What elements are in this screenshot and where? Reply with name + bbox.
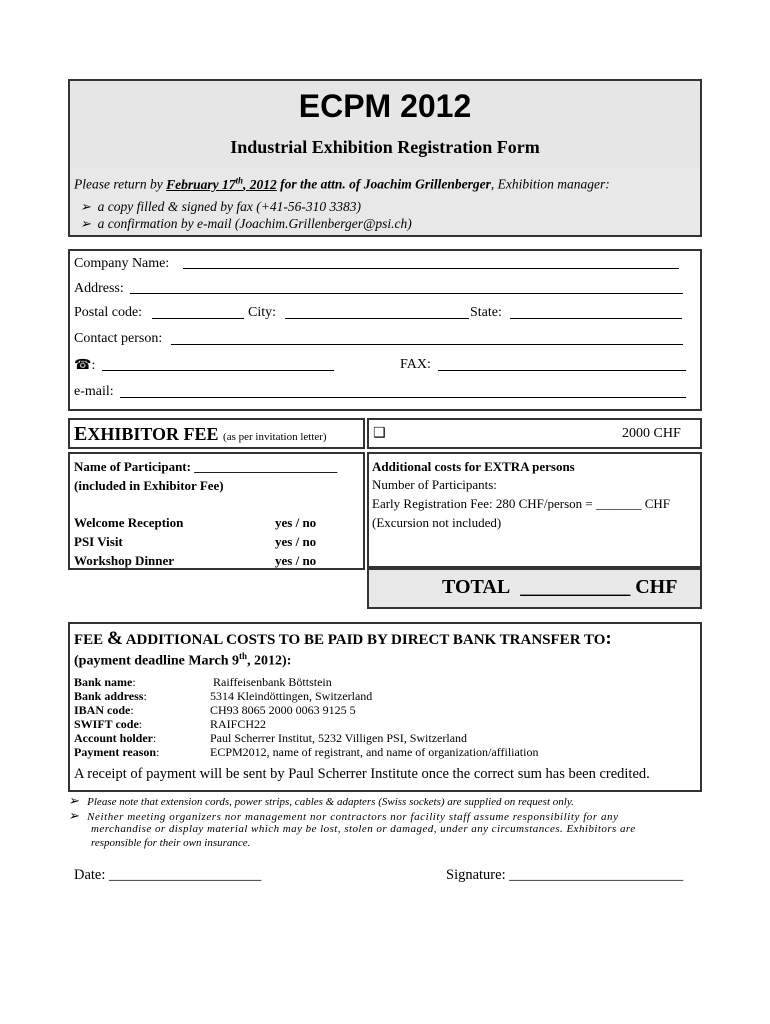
form-subtitle: Industrial Exhibition Registration Form — [230, 137, 540, 157]
address-field[interactable] — [130, 293, 683, 294]
note-insurance: responsible for their own insurance. — [91, 837, 251, 849]
payment-deadline — [74, 651, 291, 670]
return-attn: for the attn. of Joachim Grillenberger — [276, 176, 491, 192]
extra-persons-title: Additional costs for EXTRA persons — [372, 459, 575, 474]
deadline-a: (payment deadline March 9 — [74, 653, 240, 669]
arrow-bullet-icon: ➢ — [68, 793, 79, 808]
iban-value: CH93 8065 2000 0063 9125 5 — [210, 703, 356, 717]
bank-heading — [74, 628, 612, 650]
company-box — [68, 249, 702, 411]
bank-heading-amp: & — [106, 628, 123, 649]
company-name-row — [74, 256, 169, 272]
arrow-bullet-icon: ➢ — [80, 199, 91, 214]
bank-row-reason — [74, 745, 159, 760]
total-currency: CHF — [635, 576, 678, 598]
event-choice-psi-visit[interactable]: yes / no — [275, 534, 317, 549]
city-field[interactable] — [285, 318, 469, 319]
receipt-note: A receipt of payment will be sent by Paul Scherrer Institute once the correct sum has been credited. — [74, 766, 650, 782]
deadline-sup: th — [239, 651, 248, 661]
exhibitor-fee-title-rest: XHIBITOR FEE — [87, 424, 219, 444]
contact-person-field[interactable] — [171, 344, 683, 345]
bank-name-colon: : — [132, 675, 136, 689]
bank-address-label: Bank address — [74, 689, 144, 703]
phone-row — [74, 357, 95, 374]
bullet-fax-text: a copy filled & signed by fax (+41-56-310 3383) — [97, 199, 361, 214]
return-suffix: , Exhibition manager: — [490, 176, 610, 192]
total-row — [442, 576, 677, 599]
account-holder-value: Paul Scherrer Institut, 5232 Villigen PSI, Switzerland — [210, 731, 468, 745]
fax-field[interactable] — [438, 370, 686, 371]
account-holder-label: Account holder — [74, 731, 153, 745]
return-prefix: Please return by — [74, 176, 167, 192]
state-label: State: — [470, 305, 502, 320]
state-field[interactable] — [510, 318, 682, 319]
excursion-note: (Excursion not included) — [372, 515, 502, 530]
return-bullet-email — [80, 216, 412, 232]
bank-address-value: 5314 Kleindöttingen, Switzerland — [210, 689, 373, 703]
bank-name-value: Raiffeisenbank Böttstein — [213, 675, 332, 689]
swift-value: RAIFCH22 — [210, 717, 267, 731]
city-label: City: — [248, 305, 277, 320]
return-date-main: February 17 — [166, 176, 236, 192]
company-name-label: Company Name: — [74, 256, 170, 271]
postal-code-label: Postal code: — [74, 305, 143, 320]
phone-icon: ☎ — [74, 357, 92, 373]
arrow-bullet-icon: ➢ — [80, 216, 91, 231]
phone-field[interactable] — [102, 370, 334, 371]
payment-reason-value: ECPM2012, name of registrant, and name of organization/affiliation — [210, 745, 539, 759]
extra-participants-label: Number of Participants: — [372, 477, 497, 492]
exhibitor-fee-title-cap: E — [74, 423, 88, 445]
note-liability — [68, 808, 619, 824]
payment-reason-colon: : — [156, 745, 160, 759]
participant-included-note: (included in Exhibitor Fee) — [74, 478, 224, 493]
note-liability-cont: merchandise or display material which may be lost, stolen or damaged, under any circumstances. Exhibitors are — [91, 823, 636, 835]
bank-heading-colon: : — [605, 628, 612, 649]
signature-field[interactable]: Signature: ________________________ — [446, 867, 684, 883]
exhibitor-fee-note: (as per invitation letter) — [223, 431, 327, 443]
participant-name-label: Name of Participant: ______________________ — [74, 459, 338, 474]
return-date-year: , 2012 — [243, 176, 277, 192]
event-name-dinner: Workshop Dinner — [74, 553, 175, 568]
swift-colon: : — [138, 717, 143, 731]
date-field[interactable]: Date: _____________________ — [74, 867, 262, 883]
iban-label: IBAN code — [74, 703, 131, 717]
return-date-sup: th — [235, 175, 244, 185]
bank-name-label: Bank name — [74, 675, 133, 689]
postal-code-field[interactable] — [152, 318, 244, 319]
return-instructions — [74, 175, 610, 193]
event-name-welcome: Welcome Reception — [74, 515, 184, 530]
account-holder-colon: : — [153, 731, 157, 745]
bank-heading-b: ADDITIONAL COSTS TO BE PAID BY DIRECT BANK TRANSFER TO — [122, 632, 606, 648]
arrow-bullet-icon: ➢ — [68, 808, 79, 823]
bank-row-name — [74, 675, 136, 690]
note-extension-cords-text: Please note that extension cords, power strips, cables & adapters (Swiss sockets) are supplied on request only. — [87, 796, 574, 808]
phone-colon: : — [91, 358, 96, 373]
fax-label: FAX: — [400, 357, 431, 372]
total-field[interactable]: ___________ — [520, 576, 631, 598]
exhibitor-fee-amount: 2000 CHF — [622, 426, 681, 441]
note-liability-text: Neither meeting organizers nor management nor contractors nor facility staff assume responsibility for any — [87, 811, 619, 823]
bank-row-iban — [74, 703, 134, 718]
total-label: TOTAL — [442, 576, 511, 598]
bank-row-address — [74, 689, 147, 704]
exhibitor-fee-title — [74, 423, 327, 446]
page-title: ECPM 2012 — [298, 88, 472, 124]
note-extension-cords — [68, 793, 574, 809]
iban-colon: : — [130, 703, 134, 717]
early-registration-fee: Early Registration Fee: 280 CHF/person = _______ CHF — [372, 496, 671, 511]
email-field[interactable] — [120, 397, 686, 398]
deadline-b: , 2012): — [247, 653, 292, 669]
event-name-psi-visit: PSI Visit — [74, 534, 123, 549]
return-deadline — [166, 177, 277, 192]
return-bullet-fax — [80, 199, 361, 215]
event-choice-welcome[interactable]: yes / no — [275, 515, 317, 530]
exhibitor-fee-checkbox[interactable]: ❑ — [373, 425, 386, 441]
bank-row-swift — [74, 717, 142, 732]
email-label: e-mail: — [74, 384, 114, 399]
company-name-field[interactable] — [183, 268, 679, 269]
address-label: Address: — [74, 281, 124, 296]
bank-address-colon: : — [143, 689, 147, 703]
bank-row-holder — [74, 731, 156, 746]
swift-label: SWIFT code — [74, 717, 139, 731]
bank-heading-a: FEE — [74, 632, 107, 648]
payment-reason-label: Payment reason — [74, 745, 157, 759]
contact-person-label: Contact person: — [74, 331, 163, 346]
bullet-email-text: a confirmation by e-mail (Joachim.Grillenberger@psi.ch) — [97, 216, 412, 231]
event-choice-dinner[interactable]: yes / no — [275, 553, 317, 568]
